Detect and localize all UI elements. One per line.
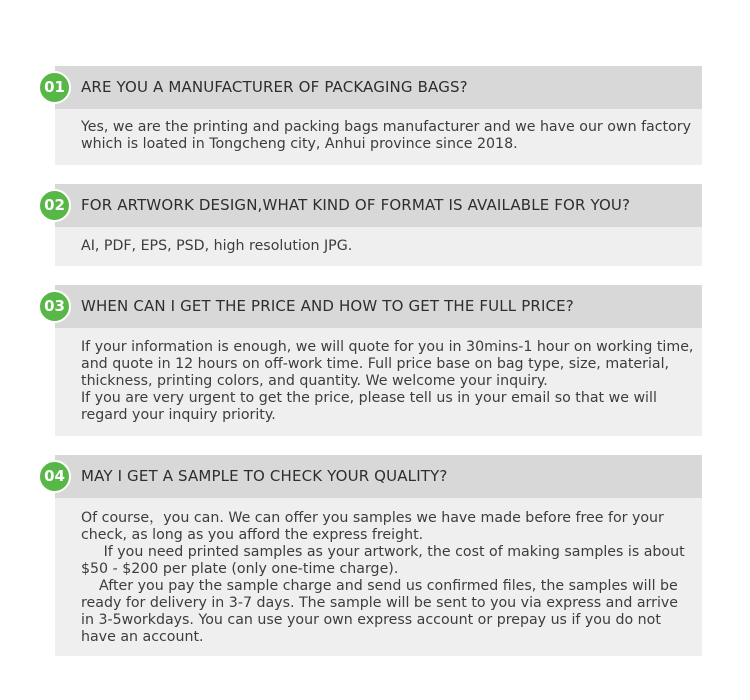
faq-item-1 <box>44 66 702 165</box>
faq-answer-box <box>55 328 702 436</box>
faq-answer-box <box>55 498 702 656</box>
faq-item-2 <box>44 184 702 266</box>
faq-question-bar <box>44 285 702 328</box>
faq-question: ARE YOU A MANUFACTURER OF PACKAGING BAGS? <box>81 78 468 96</box>
faq-question: MAY I GET A SAMPLE TO CHECK YOUR QUALITY? <box>81 467 448 485</box>
faq-number-badge: 01 <box>38 71 71 104</box>
faq-answer-box <box>55 109 702 165</box>
faq-question-bar <box>44 184 702 227</box>
faq-question-bar <box>44 455 702 498</box>
faq-answer: AI, PDF, EPS, PSD, high resolution JPG. <box>81 238 353 254</box>
faq-question-bar <box>44 66 702 109</box>
faq-answer-box <box>55 227 702 266</box>
faq-item-3 <box>44 285 702 436</box>
faq-answer: If your information is enough, we will quote for you in 30mins-1 hour on working time, and quote in 12 hours on off-work time. Full price base on bag type, size, material, thickness, printing colors, and quantity. We welcome your inquiry. If you are very urgent to get the price, please tell us in your email so that we will regard your inquiry priority. <box>81 339 694 423</box>
faq-answer: Yes, we are the printing and packing bags manufacturer and we have our own factory which is loated in Tongcheng city, Anhui province since 2018. <box>81 119 696 152</box>
faq-item-4 <box>44 455 702 656</box>
faq-number-badge: 03 <box>38 290 71 323</box>
faq-question: FOR ARTWORK DESIGN,WHAT KIND OF FORMAT IS AVAILABLE FOR YOU? <box>81 196 631 214</box>
faq-number-badge: 04 <box>38 460 71 493</box>
faq-answer: Of course，you can. We can offer you samples we have made before free for your check, as long as you afford the express freight. If you need printed samples as your artwork, the cost of making samples is about $50 - $200 per plate (only one-time charge). After you pay the sample charge and send us confirmed files, the samples will be ready for delivery in 3-7 days. The sample will be sent to you via express and arrive in 3-5workdays. You can use your own express account or prepay us if you do not have an account. <box>81 510 685 645</box>
faq-number-badge: 02 <box>38 189 71 222</box>
faq-question: WHEN CAN I GET THE PRICE AND HOW TO GET THE FULL PRICE? <box>81 297 574 315</box>
